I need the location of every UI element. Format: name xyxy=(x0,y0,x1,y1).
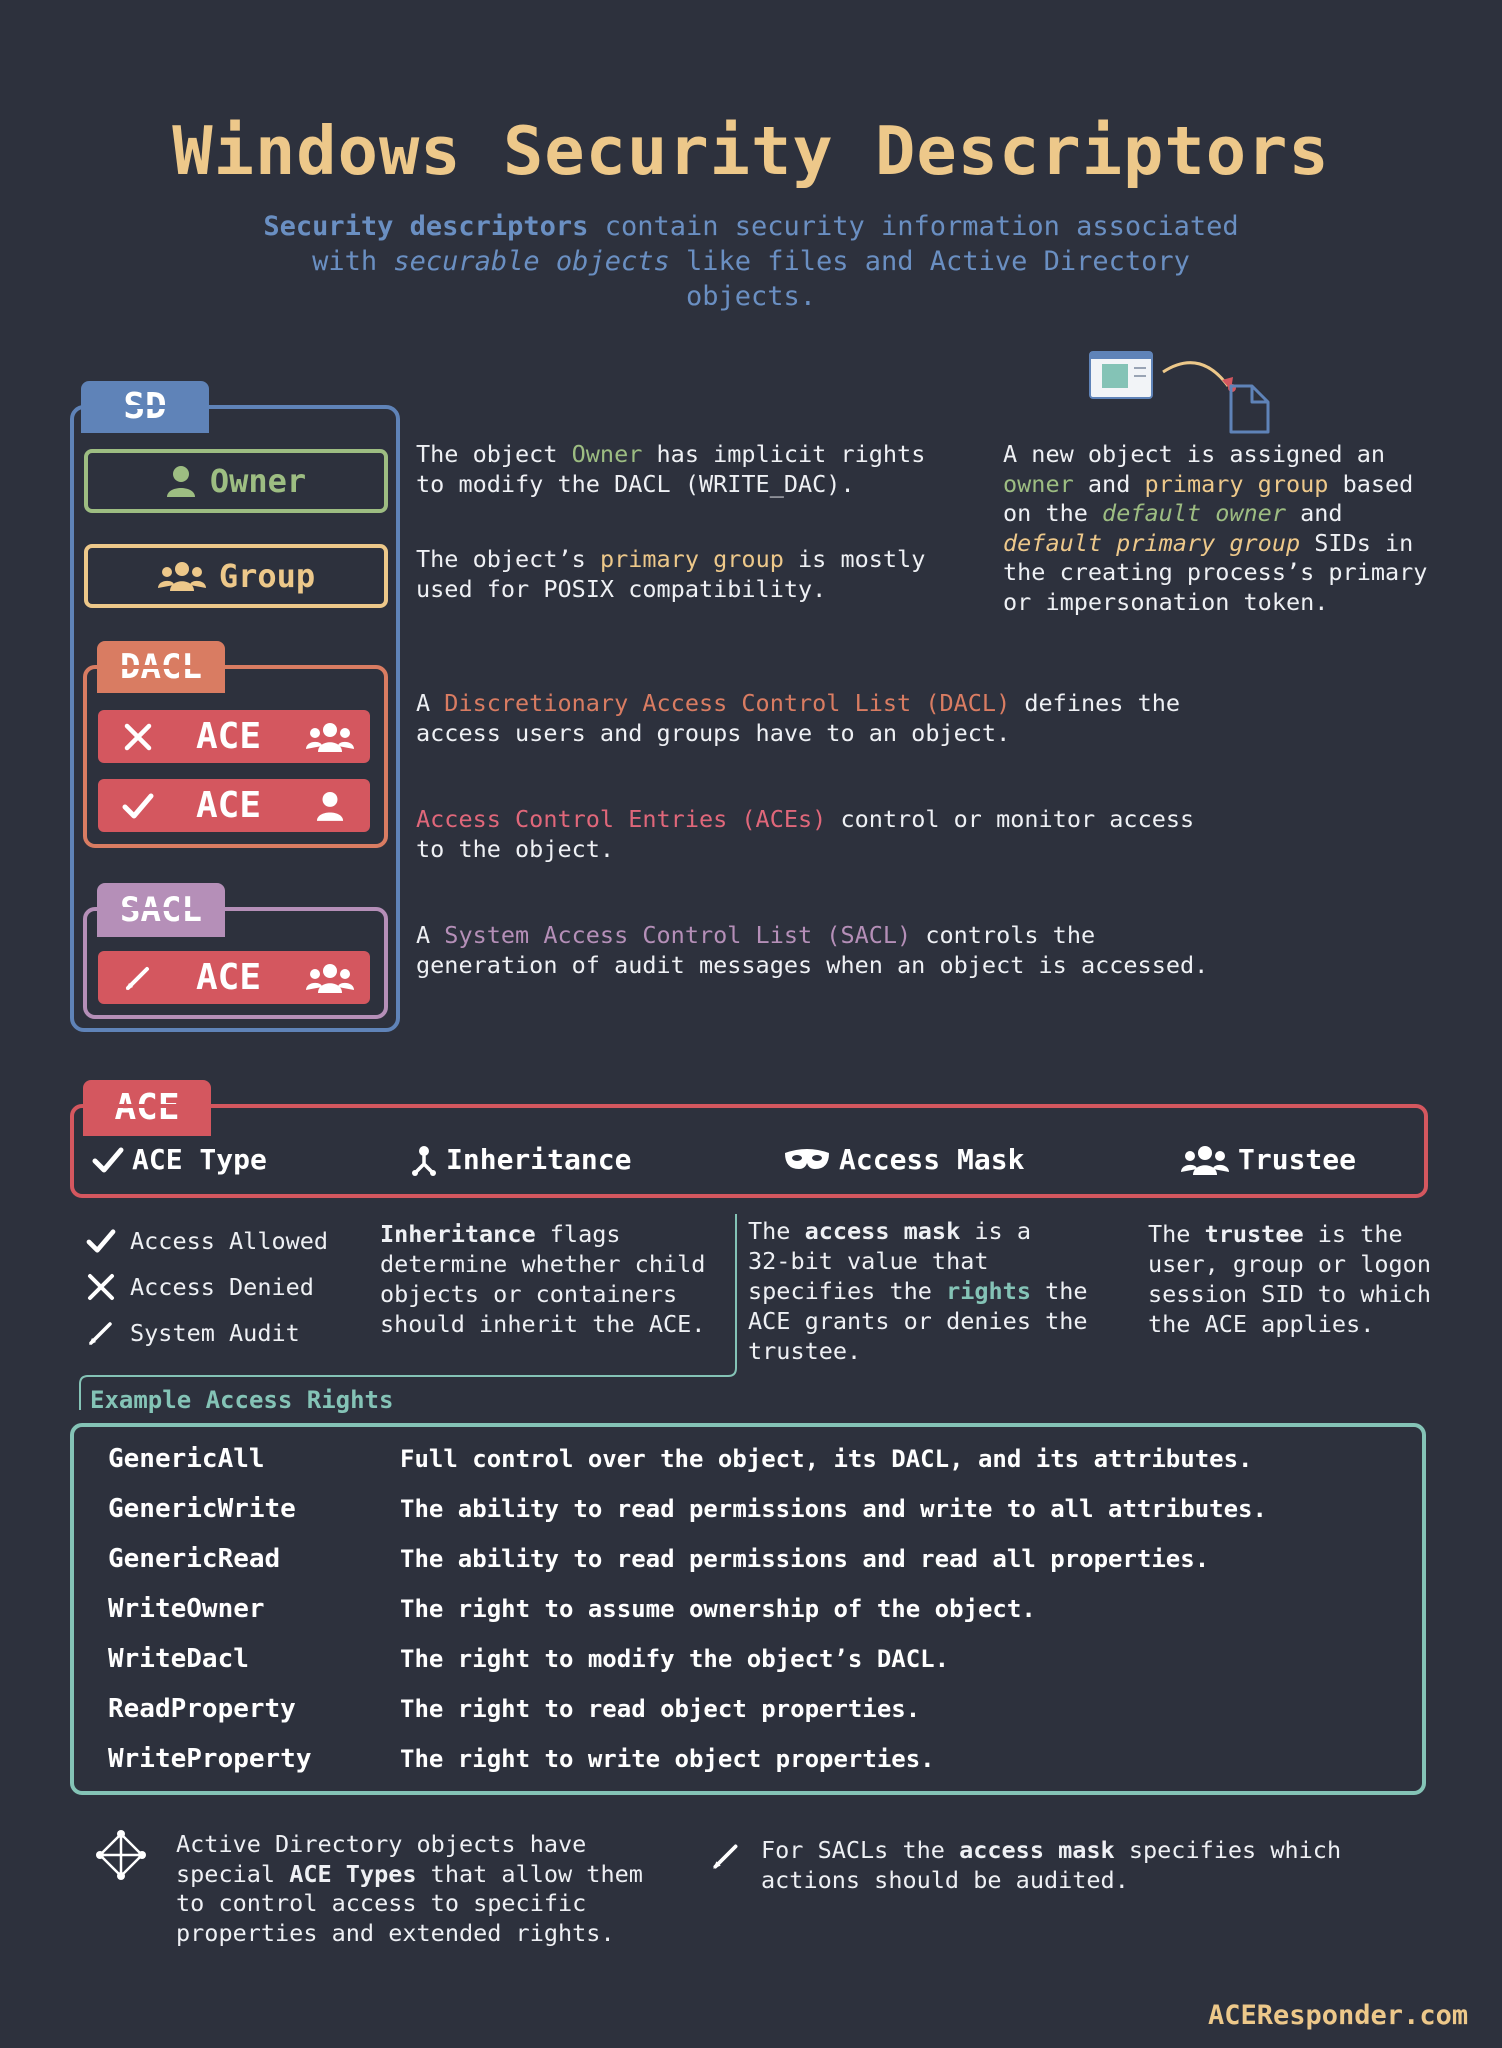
new-object-owner: owner xyxy=(1003,469,1074,498)
mask-desc-bold: access mask xyxy=(804,1217,961,1245)
right-name: WriteProperty xyxy=(108,1744,312,1774)
right-name: GenericWrite xyxy=(108,1494,296,1524)
rights-row xyxy=(108,1634,1267,1684)
inheritance-desc-text: flags determine whether child objects or containers should inherit the ACE. xyxy=(380,1220,706,1338)
mask-to-rights-connector xyxy=(76,1210,748,1410)
sacl-desc-text-2: controls the generation of audit messages when an object is accessed. xyxy=(416,921,1209,979)
trustee-desc-bold: trustee xyxy=(1204,1220,1304,1248)
users-group-icon xyxy=(1180,1145,1230,1175)
owner-desc-highlight: Owner xyxy=(571,440,643,468)
right-description: The right to assume ownership of the object. xyxy=(400,1595,1036,1623)
rights-row xyxy=(108,1584,1267,1634)
page-subtitle xyxy=(251,209,1251,314)
ad-note-bold: ACE Types xyxy=(289,1859,417,1888)
sacl-description xyxy=(416,920,1208,980)
mask-desc-text: the ACE grants or denies the trustee. xyxy=(748,1277,1088,1365)
subtitle-italic: securable objects xyxy=(393,246,670,277)
trustee-description xyxy=(1148,1219,1431,1339)
new-object-text: SIDs in the creating process’s primary or impersonation token. xyxy=(1003,528,1428,616)
right-description: The right to read object properties. xyxy=(400,1695,921,1723)
new-object-text: based on the xyxy=(1003,469,1414,527)
mask-desc-text: is a 32-bit value that specifies the xyxy=(748,1217,1031,1305)
mask-icon xyxy=(783,1147,831,1173)
dacl-tab-label: DACL xyxy=(120,647,202,687)
access-mask-description xyxy=(748,1216,1088,1366)
sacl-note-text: For SACLs the xyxy=(761,1836,960,1864)
right-name: ReadProperty xyxy=(108,1694,296,1724)
sacl-note-text: specifies which actions should be audited. xyxy=(761,1836,1342,1894)
sacl-desc-highlight: System Access Control List (SACL) xyxy=(444,921,912,949)
right-name: GenericRead xyxy=(108,1544,281,1574)
sacl-tab-label: SACL xyxy=(120,890,202,930)
ace-label: ACE xyxy=(196,716,262,757)
user-icon xyxy=(316,790,344,822)
group-description xyxy=(416,544,925,604)
right-name: WriteOwner xyxy=(108,1594,265,1624)
subtitle-text-1: contain security information associated with xyxy=(312,211,1239,277)
new-object-default-group: default primary group xyxy=(1003,528,1301,557)
owner-description xyxy=(416,439,925,499)
inheritance-header-label: Inheritance xyxy=(446,1143,632,1176)
ad-note-text: that allow them to control access to specific properties and extended rights. xyxy=(176,1859,643,1947)
ace-type-audit-label: System Audit xyxy=(130,1319,300,1347)
document-icon xyxy=(1231,386,1268,432)
dacl-desc-highlight: Discretionary Access Control List (DACL) xyxy=(444,689,1011,717)
ace-type-denied-label: Access Denied xyxy=(130,1273,314,1301)
new-object-text: and xyxy=(1073,469,1145,498)
right-description: The ability to read permissions and write to all attributes. xyxy=(400,1495,1267,1523)
group-box xyxy=(84,544,388,608)
dacl-ace-allow-row xyxy=(98,779,370,832)
rights-row xyxy=(108,1684,1267,1734)
ace-label: ACE xyxy=(196,785,262,826)
ad-note-text: Active Directory objects have special xyxy=(176,1830,587,1888)
page-title: Windows Security Descriptors xyxy=(172,112,1330,190)
sacl-ace-audit-row xyxy=(98,951,370,1004)
trustee-header-label: Trustee xyxy=(1238,1143,1357,1176)
sd-tab-label: SD xyxy=(123,386,167,427)
new-object-illustration xyxy=(1088,348,1278,436)
trustee-desc-text: The xyxy=(1148,1220,1205,1248)
check-icon xyxy=(92,1146,124,1174)
group-desc-text: The object’s xyxy=(416,545,600,573)
rights-label: Example Access Rights xyxy=(90,1386,394,1414)
owner-label: Owner xyxy=(209,462,307,500)
rights-row xyxy=(108,1534,1267,1584)
subtitle-text-2: like files and Active Directory objects. xyxy=(669,246,1190,312)
dacl-desc-text: A xyxy=(416,689,445,717)
ace-type-allowed-label: Access Allowed xyxy=(130,1227,329,1255)
sacl-note-bold: access mask xyxy=(959,1836,1115,1864)
dacl-description xyxy=(416,688,1180,748)
right-name: GenericAll xyxy=(108,1444,265,1474)
ace-section-tab-label: ACE xyxy=(114,1087,180,1128)
group-label: Group xyxy=(218,557,316,595)
ad-note xyxy=(176,1830,643,1948)
users-group-icon xyxy=(157,561,207,591)
rights-row xyxy=(108,1484,1267,1534)
dacl-ace-deny-row xyxy=(98,710,370,763)
owner-desc-text: The object xyxy=(416,440,572,468)
new-object-text: A new object is assigned an xyxy=(1003,440,1386,468)
owner-box xyxy=(84,449,388,513)
pencil-icon xyxy=(710,1840,742,1872)
subtitle-bold: Security descriptors xyxy=(263,211,589,242)
allow-check-icon xyxy=(122,792,154,820)
user-icon xyxy=(166,465,196,497)
right-description: The right to modify the object’s DACL. xyxy=(400,1645,950,1673)
group-desc-text-2: is mostly used for POSIX compatibility. xyxy=(416,545,926,603)
new-object-default-owner: default owner xyxy=(1102,499,1286,527)
ace-label: ACE xyxy=(196,957,262,998)
ace-type-header-label: ACE Type xyxy=(132,1143,267,1176)
owner-desc-text-2: has implicit rights to modify the DACL (WRITE_DAC). xyxy=(416,440,926,498)
ace-desc-text: control or monitor access to the object. xyxy=(416,805,1195,863)
mask-desc-rights: rights xyxy=(946,1277,1031,1305)
access-mask-header-label: Access Mask xyxy=(839,1143,1025,1176)
right-description: Full control over the object, its DACL, and its attributes. xyxy=(400,1445,1253,1473)
group-desc-highlight: primary group xyxy=(599,545,784,573)
brand-link[interactable]: ACEResponder.com xyxy=(1208,2000,1469,2031)
new-object-description xyxy=(1003,440,1427,617)
right-description: The ability to read permissions and read all properties. xyxy=(400,1545,1210,1573)
mask-desc-text: The xyxy=(748,1217,805,1245)
ace-description xyxy=(416,804,1194,864)
trustee-desc-text: is the user, group or logon session SID to which the ACE applies. xyxy=(1148,1220,1431,1338)
rights-row xyxy=(108,1434,1267,1484)
users-group-icon xyxy=(305,722,355,752)
inheritance-desc-bold: Inheritance xyxy=(380,1220,536,1248)
sacl-desc-text: A xyxy=(416,921,445,949)
dacl-desc-text-2: defines the access users and groups have to an object. xyxy=(416,689,1181,747)
trustee-header xyxy=(1180,1143,1356,1176)
deny-x-icon xyxy=(123,722,153,752)
ace-desc-highlight: Access Control Entries (ACEs) xyxy=(416,805,827,833)
ace-type-header xyxy=(92,1143,267,1176)
rights-row xyxy=(108,1734,1267,1784)
new-object-text: and xyxy=(1300,499,1343,527)
sacl-note xyxy=(761,1835,1341,1895)
right-name: WriteDacl xyxy=(108,1644,249,1674)
users-group-icon xyxy=(305,963,355,993)
new-object-group: primary group xyxy=(1144,469,1329,498)
rights-list xyxy=(108,1434,1267,1784)
network-nodes-icon xyxy=(96,1830,146,1880)
access-mask-header xyxy=(783,1143,1024,1176)
inheritance-icon xyxy=(410,1144,438,1176)
right-description: The right to write object properties. xyxy=(400,1745,935,1773)
pencil-icon xyxy=(123,963,153,993)
inheritance-header xyxy=(410,1143,631,1176)
